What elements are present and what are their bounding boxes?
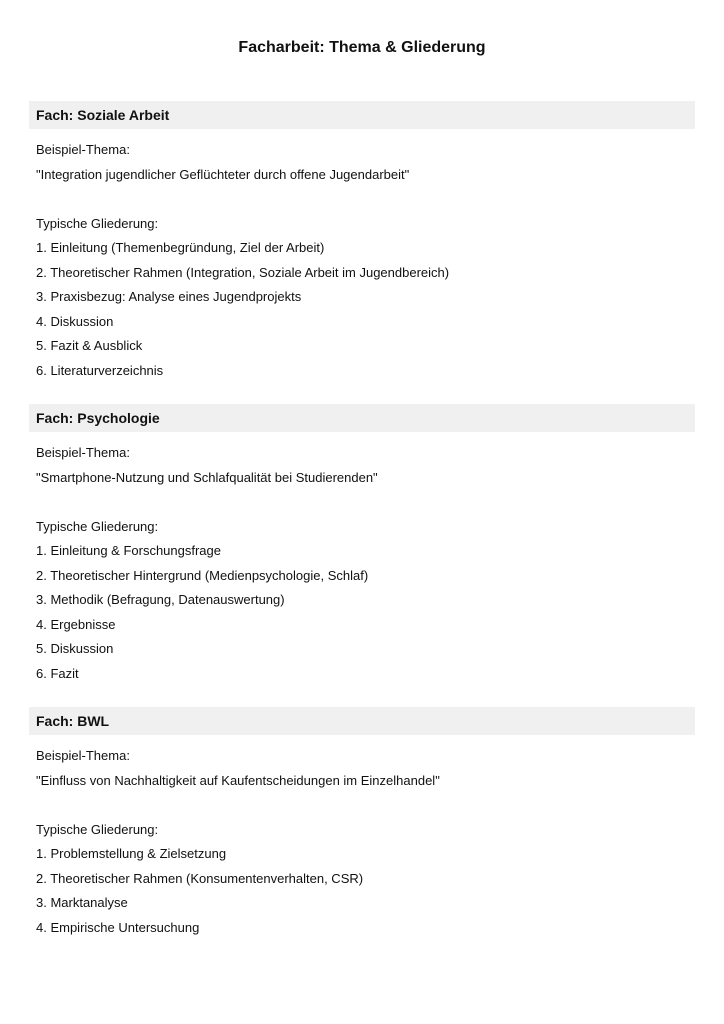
section-bwl	[0, 707, 724, 940]
blank-line	[36, 187, 688, 212]
section-body	[0, 744, 724, 940]
outline-item: 4. Ergebnisse	[36, 616, 116, 632]
outline-item: 1. Einleitung (Themenbegründung, Ziel der Arbeit)	[36, 240, 325, 255]
section-header-label: Fach: Soziale Arbeit	[36, 107, 170, 123]
section-body	[0, 441, 724, 686]
page-title: Facharbeit: Thema & Gliederung	[238, 39, 486, 56]
example-topic-label: Beispiel-Thema:	[36, 748, 130, 763]
outline-item: 5. Fazit & Ausblick	[36, 338, 143, 353]
outline-item: 4. Diskussion	[36, 313, 114, 329]
example-topic-text: "Smartphone-Nutzung und Schlafqualität bei Studierenden"	[36, 469, 378, 485]
outline-item: 2. Theoretischer Rahmen (Konsumentenverhalten, CSR)	[36, 870, 364, 886]
outline-label: Typische Gliederung:	[36, 215, 159, 231]
example-topic-label: Beispiel-Thema:	[36, 142, 130, 157]
outline-label: Typische Gliederung:	[36, 518, 159, 534]
outline-item: 2. Theoretischer Rahmen (Integration, Soziale Arbeit im Jugendbereich)	[36, 264, 450, 280]
section-header	[29, 707, 695, 735]
outline-item: 5. Diskussion	[36, 641, 114, 656]
section-body	[0, 138, 724, 383]
section-header-label: Fach: Psychologie	[36, 410, 160, 426]
outline-label: Typische Gliederung:	[36, 821, 159, 837]
blank-line	[36, 793, 688, 818]
section-header-label: Fach: BWL	[36, 713, 110, 729]
section-header	[29, 404, 695, 432]
outline-item: 3. Marktanalyse	[36, 895, 128, 910]
outline-item: 3. Praxisbezug: Analyse eines Jugendprojekts	[36, 289, 302, 304]
example-topic-text: "Integration jugendlicher Geflüchteter durch offene Jugendarbeit"	[36, 166, 410, 182]
outline-item: 2. Theoretischer Hintergrund (Medienpsychologie, Schlaf)	[36, 567, 369, 583]
example-topic-text: "Einfluss von Nachhaltigkeit auf Kaufentscheidungen im Einzelhandel"	[36, 772, 440, 788]
section-header	[29, 101, 695, 129]
outline-item: 6. Fazit	[36, 665, 79, 681]
outline-item: 3. Methodik (Befragung, Datenauswertung)	[36, 592, 285, 607]
outline-item: 6. Literaturverzeichnis	[36, 362, 164, 378]
example-topic-label: Beispiel-Thema:	[36, 445, 130, 460]
blank-line	[36, 490, 688, 515]
section-soziale-arbeit	[0, 101, 724, 383]
outline-item: 1. Einleitung & Forschungsfrage	[36, 543, 221, 558]
section-psychologie	[0, 404, 724, 686]
outline-item: 1. Problemstellung & Zielsetzung	[36, 846, 227, 861]
outline-item: 4. Empirische Untersuchung	[36, 919, 200, 935]
